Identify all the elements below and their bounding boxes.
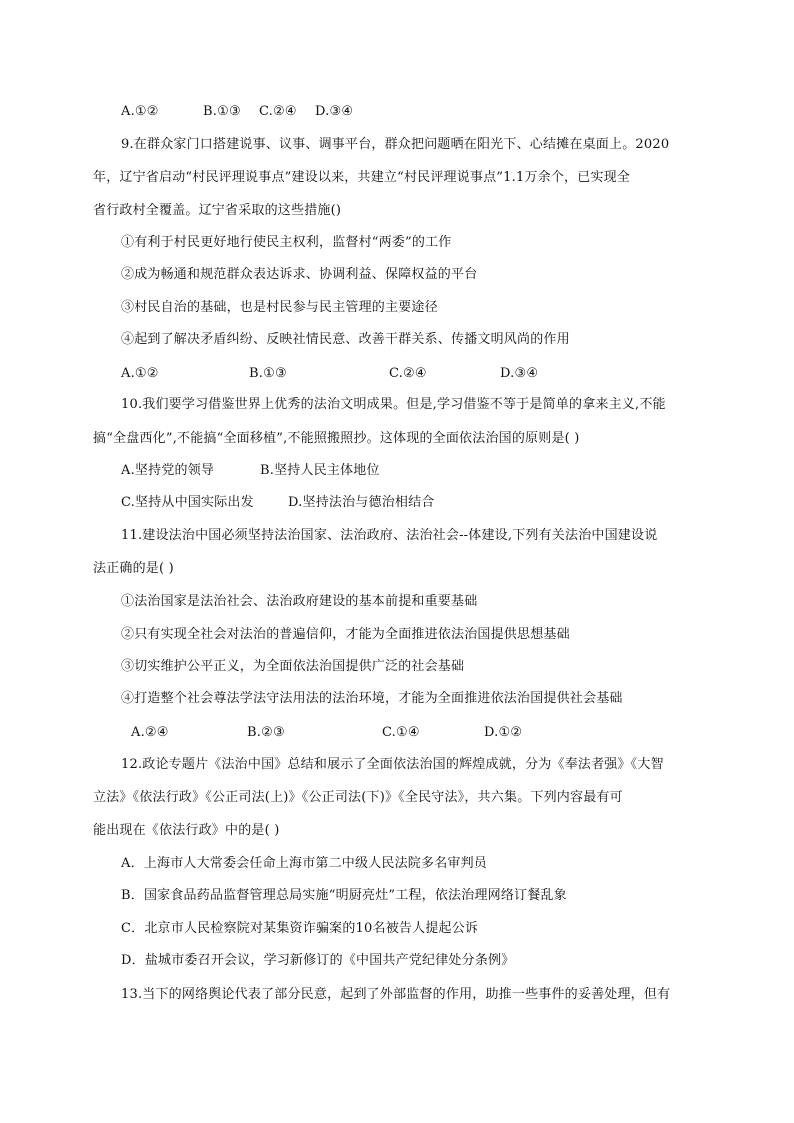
q12-option-d: D．盐城市委召开会议，学习新修订的《中国共产党纪律处分条例》 <box>121 953 515 968</box>
q12-option-a: A．上海市人大常委会任命上海市第二中级人民法院多名审判员 <box>121 856 487 871</box>
q11-statement-3: ③切实维护公平正义，为全面依法治国提供广泛的社会基础 <box>121 659 465 674</box>
q8-option-b: B.①③ <box>203 104 241 119</box>
q9-option-d: D.③④ <box>500 366 539 381</box>
q9-stem-line-1: 9.在群众家门口搭建说事、议事、调事平台，群众把问题晒在阳光下、心结摊在桌面上。2020 <box>121 137 670 152</box>
q9-statement-3: ③村民自治的基础，也是村民参与民主管理的主要途径 <box>121 300 438 315</box>
q11-statement-2: ②只有实现全社会对法治的普遍信仰，才能为全面推进依法治国提供思想基础 <box>121 627 570 642</box>
q8-options <box>121 103 353 121</box>
q11-option-c: C.①④ <box>382 725 420 740</box>
q10-option-a: A.坚持党的领导 <box>121 463 215 478</box>
q12-stem-line-1: 12.政论专题片《法治中国》总结和展示了全面依法治国的辉煌成就，分为《奉法者强》《大智 <box>121 757 664 772</box>
q9-statement-1: ①有利于村民更好地行使民主权利，监督村“两委”的工作 <box>121 235 452 250</box>
q8-option-d: D.③④ <box>315 104 354 119</box>
q10-option-c: C.坚持从中国实际出发 <box>121 495 254 510</box>
q9-option-b: B.①③ <box>249 366 287 381</box>
q11-stem-line-1: 11.建设法治中国必须坚持法治国家、法治政府、法治社会--体建设,下列有关法治中国建设说 <box>121 528 658 543</box>
q8-option-a: A.①② <box>121 104 159 119</box>
q12-option-c: C．北京市人民检察院对某集资诈骗案的10名被告人提起公诉 <box>121 921 479 936</box>
q8-option-c: C.②④ <box>259 104 297 119</box>
q12-option-b: B．国家食品药品监督管理总局实施“明厨亮灶”工程，依法治理网络订餐乱象 <box>121 888 567 903</box>
q10-stem-line-2: 搞“全盘西化”,不能搞“全面移植”,不能照搬照抄。这体现的全面依法治国的原则是( ) <box>93 431 580 446</box>
q10-options-row-2 <box>121 494 435 512</box>
q9-option-c: C.②④ <box>389 366 427 381</box>
q11-statement-4: ④打造整个社会尊法学法守法用法的法治环境，才能为全面推进依法治国提供社会基础 <box>121 691 623 706</box>
q12-stem-line-2: 立法》《依法行政》《公正司法(上)》《公正司法(下)》《全民守法》，共六集。下列内容最有可 <box>93 790 623 805</box>
q12-stem-line-3: 能出现在《依法行政》中的是( ) <box>93 823 280 838</box>
q9-stem-line-3: 省行政村全覆盖。辽宁省采取的这些措施() <box>93 203 342 218</box>
q9-stem-line-2: 年，辽宁省启动“村民评理说事点”建设以来，共建立“村民评理说事点”1.1万余个，已实现全 <box>93 170 631 185</box>
q11-option-a: A.②④ <box>131 725 169 740</box>
q9-options <box>121 365 538 383</box>
q10-option-d: D.坚持法治与德治相结合 <box>288 495 435 510</box>
q11-stem-line-2: 法正确的是( ) <box>93 561 174 576</box>
q11-statement-1: ①法治国家是法治社会、法治政府建设的基本前提和重要基础 <box>121 594 478 609</box>
q9-statement-2: ②成为畅通和规范群众表达诉求、协调利益、保障权益的平台 <box>121 267 478 282</box>
q11-option-d: D.①② <box>484 725 523 740</box>
q11-options <box>131 724 522 742</box>
q9-statement-4: ④起到了解决矛盾纠纷、反映社情民意、改善干群关系、传播文明风尚的作用 <box>121 332 570 347</box>
q13-stem-line-1: 13.当下的网络舆论代表了部分民意，起到了外部监督的作用，助推一些事件的妥善处理，但有 <box>121 987 671 1002</box>
q10-options-row-1 <box>121 462 380 480</box>
q10-stem-line-1: 10.我们要学习借鉴世界上优秀的法治文明成果。但是,学习借鉴不等于是简单的拿来主义,不能 <box>121 397 666 412</box>
q10-option-b: B.坚持人民主体地位 <box>260 463 380 478</box>
q9-option-a: A.①② <box>121 366 159 381</box>
q11-option-b: B.②③ <box>247 725 285 740</box>
